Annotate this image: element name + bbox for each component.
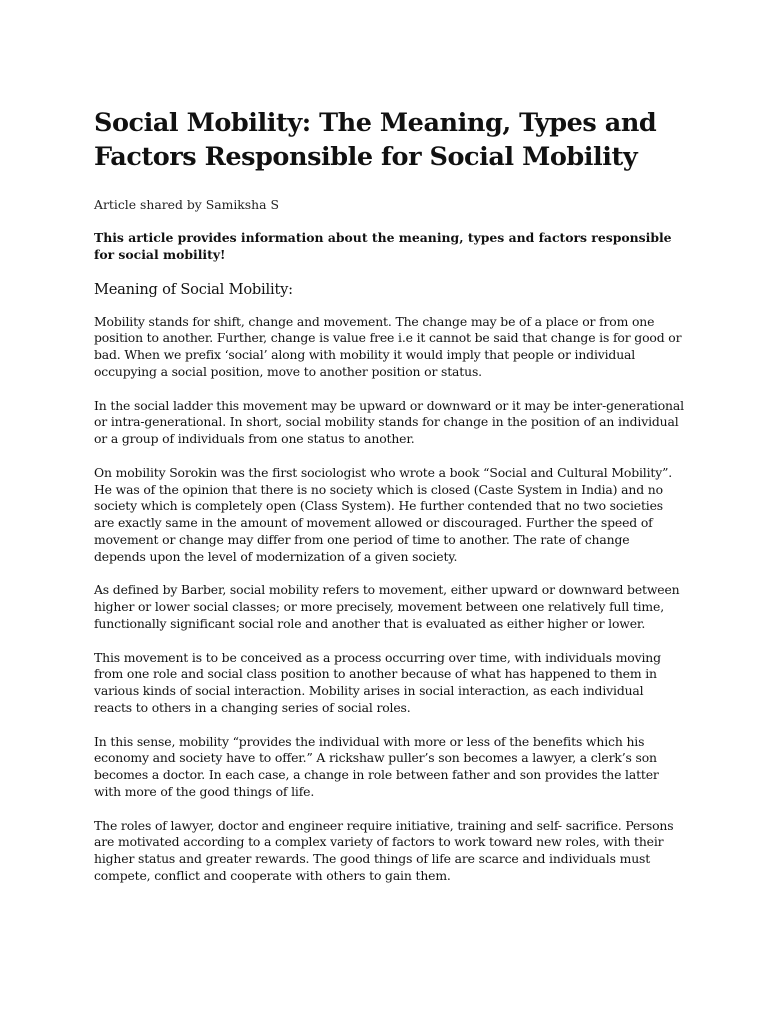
- section-heading: Meaning of Social Mobility:: [94, 280, 293, 298]
- paragraph: Mobility stands for shift, change and movement. The change may be of a place or from one position to another. Further, change is value free i.e it cannot be said that change is for good or bad. When we prefix ‘social’ along with mobility it would imply that people or individual occupying a social position, move to another position or status.: [94, 313, 682, 379]
- paragraph: In this sense, mobility “provides the individual with more or less of the benefits which his economy and society have to offer.” A rickshaw puller’s son becomes a lawyer, a clerk’s son becomes a doctor. In each case, a change in role between father and son provides the latter with more of the good things of life.: [94, 733, 659, 799]
- article-page: [94, 106, 684, 901]
- paragraph: In the social ladder this movement may be upward or downward or it may be inter-generational or intra-generational. In short, social mobility stands for change in the position of an individual or a group of individuals from one status to another.: [94, 397, 684, 447]
- article-intro: This article provides information about the meaning, types and factors responsible for social mobility!: [94, 230, 672, 262]
- paragraph: As defined by Barber, social mobility refers to movement, either upward or downward between higher or lower social classes; or more precisely, movement between one relatively full time, functionally significant social role and another that is evaluated as either higher or lower.: [94, 582, 680, 631]
- article-title: Social Mobility: The Meaning, Types and Factors Responsible for Social Mobility: [94, 108, 657, 172]
- paragraph: The roles of lawyer, doctor and engineer require initiative, training and self- sacrifice. Persons are motivated according to a complex variety of factors to work toward new roles, with their higher status and greater rewards. The good things of life are scarce and individuals must compete, conflict and cooperate with others to gain them.: [94, 817, 674, 883]
- article-byline: Article shared by Samiksha S: [94, 197, 279, 212]
- paragraph: This movement is to be conceived as a process occurring over time, with individuals moving from one role and social class position to another because of what has happened to them in various kinds of social interaction. Mobility arises in social interaction, as each individual reacts to others in a changing series of social roles.: [94, 649, 661, 715]
- article-body: [94, 314, 684, 885]
- paragraph: On mobility Sorokin was the first sociologist who wrote a book “Social and Cultural Mobility”. He was of the opinion that there is no society which is closed (Caste System in India) and no society which is completely open (Class System). He further contended that no two societies are exactly same in the amount of movement allowed or discouraged. Further the speed of movement or change may differ from one period of time to another. The rate of change depends upon the level of modernization of a given society.: [94, 464, 673, 564]
